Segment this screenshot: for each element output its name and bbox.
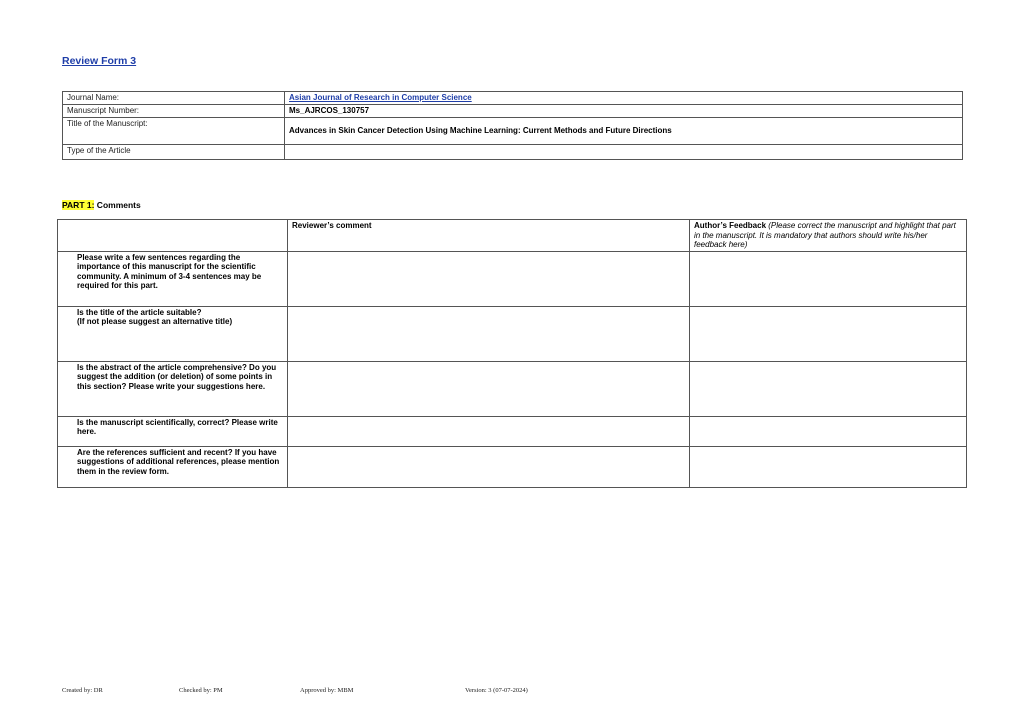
- author-feedback-cell[interactable]: [690, 361, 967, 416]
- author-feedback-cell[interactable]: [690, 446, 967, 487]
- author-feedback-note: (Please correct the manuscript and highlight that part in the manuscript. It is mandatory that authors should write his/her feedback here): [694, 221, 956, 249]
- reviewer-comment-cell[interactable]: [288, 416, 690, 446]
- journal-value: [285, 92, 963, 105]
- manuscript-number-label: Manuscript Number:: [63, 105, 285, 118]
- footer-approved: Approved by: MBM: [300, 687, 354, 694]
- comments-table: [57, 219, 967, 488]
- comments-header-row: [58, 220, 967, 252]
- article-type-label: Type of the Article: [63, 145, 285, 160]
- reviewer-comment-cell[interactable]: [288, 446, 690, 487]
- journal-link[interactable]: Asian Journal of Research in Computer Science: [289, 93, 472, 102]
- footer-version: Version: 3 (07-07-2024): [465, 687, 528, 694]
- author-feedback-header: [690, 220, 967, 252]
- question-row: [58, 251, 967, 306]
- article-type-row: [63, 145, 963, 160]
- manuscript-title-label: Title of the Manuscript:: [63, 118, 285, 145]
- reviewer-comment-cell[interactable]: [288, 251, 690, 306]
- form-title: Review Form 3: [62, 55, 137, 67]
- part1-heading: [62, 200, 141, 210]
- question-title: Is the title of the article suitable? (If not please suggest an alternative title): [58, 306, 288, 361]
- article-type-value[interactable]: [285, 145, 963, 160]
- question-references: Are the references sufficient and recent? If you have suggestions of additional references, please mention them in the review form.: [58, 446, 288, 487]
- manuscript-number-row: [63, 105, 963, 118]
- empty-header-cell: [58, 220, 288, 252]
- manuscript-number-value: Ms_AJRCOS_130757: [285, 105, 963, 118]
- question-scientific: Is the manuscript scientifically, correct? Please write here.: [58, 416, 288, 446]
- part1-label: PART 1:: [62, 200, 95, 210]
- journal-row: [63, 92, 963, 105]
- question-abstract: Is the abstract of the article comprehensive? Do you suggest the addition (or deletion) of some points in this section? Please write your suggestions here.: [58, 361, 288, 416]
- part1-title: Comments: [94, 200, 141, 210]
- author-feedback-cell[interactable]: [690, 251, 967, 306]
- question-row: [58, 361, 967, 416]
- footer-checked: Checked by: PM: [179, 687, 223, 694]
- footer-created: Created by: DR: [62, 687, 103, 694]
- journal-label: Journal Name:: [63, 92, 285, 105]
- manuscript-title-row: [63, 118, 963, 145]
- reviewer-comment-header: Reviewer’s comment: [288, 220, 690, 252]
- author-feedback-cell[interactable]: [690, 416, 967, 446]
- reviewer-comment-cell[interactable]: [288, 361, 690, 416]
- author-feedback-cell[interactable]: [690, 306, 967, 361]
- reviewer-comment-cell[interactable]: [288, 306, 690, 361]
- question-row: [58, 306, 967, 361]
- question-row: [58, 446, 967, 487]
- author-feedback-title: Author’s Feedback: [694, 221, 767, 230]
- manuscript-title-value: Advances in Skin Cancer Detection Using Machine Learning: Current Methods and Future Directions: [285, 118, 963, 145]
- question-row: [58, 416, 967, 446]
- manuscript-info-table: [62, 91, 963, 160]
- question-importance: Please write a few sentences regarding the importance of this manuscript for the scientific community. A minimum of 3-4 sentences may be required for this part.: [58, 251, 288, 306]
